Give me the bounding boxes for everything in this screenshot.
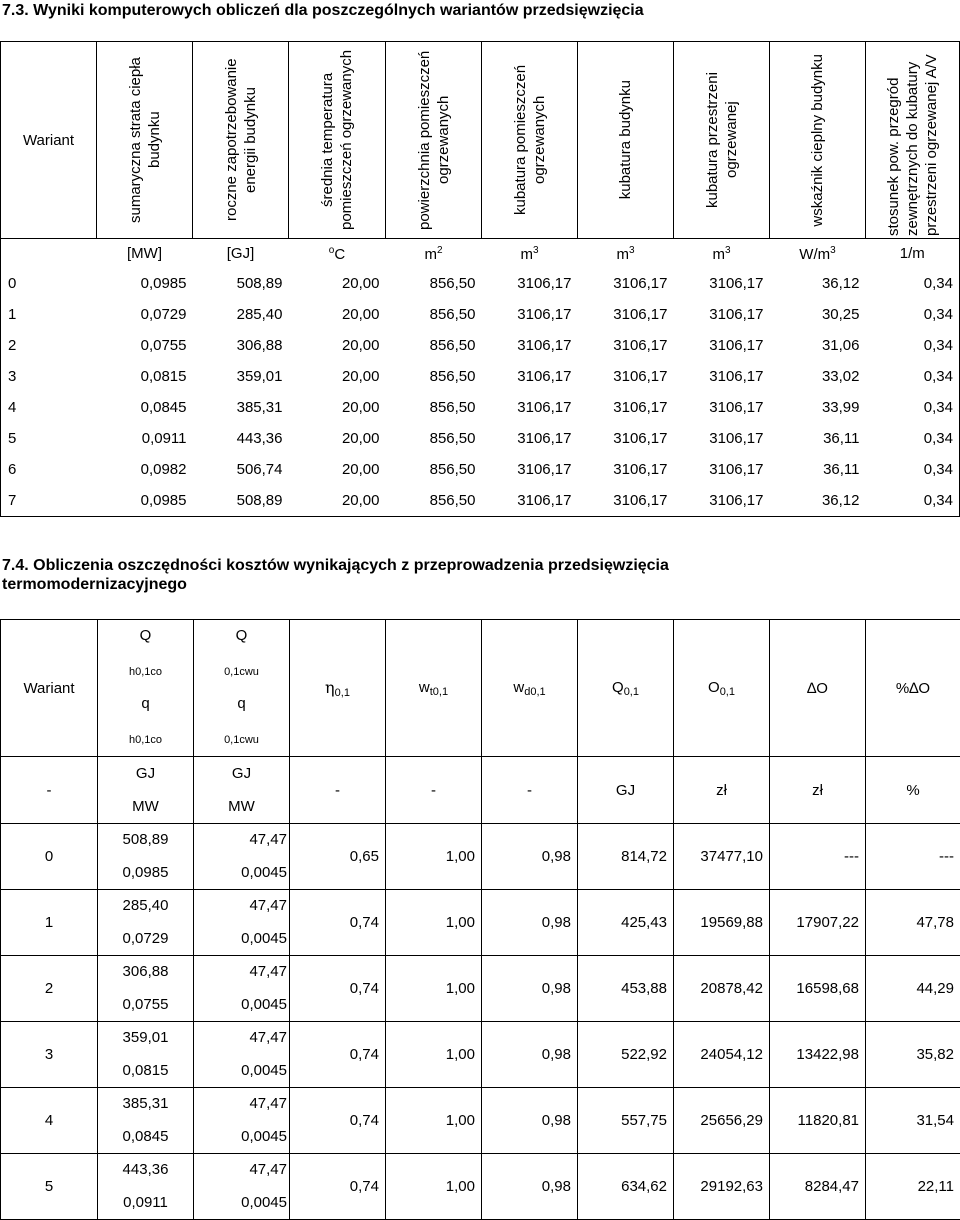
table-header-row [1, 42, 960, 239]
value-cell: 3106,17 [482, 361, 578, 392]
value-cell: 11820,81 [770, 1088, 866, 1154]
unit-w-per-m3: $W/m^3$ [770, 239, 866, 269]
table-row [1, 890, 960, 956]
value-cell: 3106,17 [482, 268, 578, 299]
value-cell: 17907,22 [770, 890, 866, 956]
variant-cell: 1 [1, 299, 97, 330]
value-cell: 0,0845 [97, 392, 193, 423]
unit-dash: - [386, 757, 482, 824]
variant-cell: 3 [1, 361, 97, 392]
value-cell: 8284,47 [770, 1154, 866, 1220]
table-row [1, 392, 960, 423]
value-cell: 3106,17 [674, 268, 770, 299]
table-row [1, 361, 960, 392]
heating-demand-cell: 306,88 0,0755 [98, 956, 194, 1022]
hot-water-demand-cell: 47,47 0,0045 [194, 824, 290, 890]
header-q-cwu: Q $_{0,1cwu}$ q $_{0,1cwu}$ [194, 620, 290, 757]
value-cell: 0,98 [482, 890, 578, 956]
value-cell: 29192,63 [674, 1154, 770, 1220]
variant-cell: 1 [1, 890, 98, 956]
value-cell: 3106,17 [578, 423, 674, 454]
table-row [1, 299, 960, 330]
value-cell: 0,34 [866, 268, 960, 299]
value-cell: 20,00 [289, 361, 386, 392]
value-cell: 20,00 [289, 423, 386, 454]
value-cell: 0,0815 [97, 361, 193, 392]
value-cell: 36,12 [770, 485, 866, 517]
value-cell: 3106,17 [482, 392, 578, 423]
value-cell: 36,12 [770, 268, 866, 299]
variant-cell: 4 [1, 1088, 98, 1154]
value-cell: 44,29 [866, 956, 960, 1022]
table-row [1, 1022, 960, 1088]
value-cell: 20,00 [289, 454, 386, 485]
value-cell: 0,34 [866, 330, 960, 361]
value-cell: 3106,17 [674, 392, 770, 423]
value-cell: 3106,17 [578, 485, 674, 517]
value-cell: 20,00 [289, 268, 386, 299]
value-cell: 506,74 [193, 454, 289, 485]
value-cell: 1,00 [386, 890, 482, 956]
value-cell: 3106,17 [482, 330, 578, 361]
table-row [1, 956, 960, 1022]
value-cell: 0,74 [290, 1088, 386, 1154]
heating-demand-cell: 285,40 0,0729 [98, 890, 194, 956]
value-cell: 33,99 [770, 392, 866, 423]
hot-water-demand-cell: 47,47 0,0045 [194, 1088, 290, 1154]
variant-cell: 7 [1, 485, 97, 517]
unit-m3: $m^3$ [674, 239, 770, 269]
value-cell: 0,0729 [97, 299, 193, 330]
value-cell: 557,75 [578, 1088, 674, 1154]
table-row [1, 330, 960, 361]
value-cell: 0,0985 [97, 485, 193, 517]
header-heat-index: wskaźnik cieplny budynku [770, 42, 866, 239]
value-cell: 3106,17 [674, 330, 770, 361]
value-cell: 508,89 [193, 485, 289, 517]
units-row [1, 757, 960, 824]
hot-water-demand-cell: 47,47 0,0045 [194, 1022, 290, 1088]
value-cell: 359,01 [193, 361, 289, 392]
value-cell: 0,74 [290, 1154, 386, 1220]
unit-zl: zł [674, 757, 770, 824]
value-cell: 385,31 [193, 392, 289, 423]
value-cell: 856,50 [386, 268, 482, 299]
value-cell: 0,65 [290, 824, 386, 890]
section-7-3-title: 7.3. Wyniki komputerowych obliczeń dla poszczególnych wariantów przedsięwzięcia [2, 1, 644, 20]
value-cell: 25656,29 [674, 1088, 770, 1154]
value-cell: 0,0911 [97, 423, 193, 454]
value-cell: 856,50 [386, 392, 482, 423]
variant-cell: 2 [1, 956, 98, 1022]
value-cell: 35,82 [866, 1022, 960, 1088]
value-cell: 425,43 [578, 890, 674, 956]
hot-water-demand-cell: 47,47 0,0045 [194, 1154, 290, 1220]
header-delta-o: ∆O [770, 620, 866, 757]
value-cell: 19569,88 [674, 890, 770, 956]
value-cell: 856,50 [386, 454, 482, 485]
table-row [1, 268, 960, 299]
value-cell: 0,98 [482, 1154, 578, 1220]
header-av-ratio: stosunek pow. przegród zewnętrznych do kubatury przestrzeni ogrzewanej A/V [866, 42, 960, 239]
value-cell: 1,00 [386, 956, 482, 1022]
heating-demand-cell: 443,36 0,0911 [98, 1154, 194, 1220]
value-cell: 30,25 [770, 299, 866, 330]
variant-cell: 3 [1, 1022, 98, 1088]
value-cell: 856,50 [386, 485, 482, 517]
variants-results-table [0, 41, 960, 517]
value-cell: 0,34 [866, 485, 960, 517]
header-q01: $Q_{0,1}$ [578, 620, 674, 757]
value-cell: 3106,17 [674, 454, 770, 485]
value-cell: 0,74 [290, 1022, 386, 1088]
value-cell: 3106,17 [578, 299, 674, 330]
value-cell: 3106,17 [674, 361, 770, 392]
value-cell: 3106,17 [674, 423, 770, 454]
table-row [1, 1088, 960, 1154]
value-cell: 856,50 [386, 299, 482, 330]
unit-gj-mw: GJ MW [194, 757, 290, 824]
unit-m3: $m^3$ [482, 239, 578, 269]
value-cell: 3106,17 [482, 485, 578, 517]
value-cell: 1,00 [386, 824, 482, 890]
hot-water-demand-cell: 47,47 0,0045 [194, 890, 290, 956]
header-heated-space-volume: kubatura przestrzeni ogrzewanej [674, 42, 770, 239]
header-w-d: $w_{d0,1}$ [482, 620, 578, 757]
unit-gj: GJ [578, 757, 674, 824]
value-cell: 3106,17 [578, 268, 674, 299]
value-cell: 856,50 [386, 423, 482, 454]
header-w-t: $w_{t0,1}$ [386, 620, 482, 757]
value-cell: 453,88 [578, 956, 674, 1022]
value-cell: 856,50 [386, 361, 482, 392]
value-cell: 31,54 [866, 1088, 960, 1154]
variant-cell: 0 [1, 824, 98, 890]
value-cell: 3106,17 [482, 423, 578, 454]
value-cell: 0,34 [866, 454, 960, 485]
value-cell: 20,00 [289, 299, 386, 330]
value-cell: 36,11 [770, 454, 866, 485]
value-cell: 285,40 [193, 299, 289, 330]
value-cell: 1,00 [386, 1022, 482, 1088]
unit-dash: - [482, 757, 578, 824]
value-cell: 0,0985 [97, 268, 193, 299]
value-cell: 3106,17 [578, 392, 674, 423]
value-cell: 1,00 [386, 1088, 482, 1154]
variant-cell: 5 [1, 1154, 98, 1220]
value-cell: 0,98 [482, 956, 578, 1022]
value-cell: 20878,42 [674, 956, 770, 1022]
value-cell: 3106,17 [674, 299, 770, 330]
value-cell: 16598,68 [770, 956, 866, 1022]
value-cell: --- [770, 824, 866, 890]
value-cell: 0,34 [866, 423, 960, 454]
unit-celsius: $^o$C [289, 239, 386, 269]
value-cell: 33,02 [770, 361, 866, 392]
value-cell: 0,98 [482, 824, 578, 890]
header-building-volume: kubatura budynku [578, 42, 674, 239]
value-cell: 856,50 [386, 330, 482, 361]
value-cell: 0,34 [866, 392, 960, 423]
value-cell: 0,74 [290, 956, 386, 1022]
unit-gj: [GJ] [193, 239, 289, 269]
header-heated-area: powierzchnia pomieszczeń ogrzewanych [386, 42, 482, 239]
value-cell: 0,34 [866, 361, 960, 392]
header-heat-loss: sumaryczna strata ciepła budynku [97, 42, 193, 239]
table-header-row [1, 620, 960, 757]
variant-cell: 0 [1, 268, 97, 299]
value-cell: 20,00 [289, 485, 386, 517]
value-cell: 0,0755 [97, 330, 193, 361]
value-cell: 443,36 [193, 423, 289, 454]
unit-gj-mw: GJ MW [98, 757, 194, 824]
table-row [1, 423, 960, 454]
value-cell: 3106,17 [578, 361, 674, 392]
header-eta: $\eta_{0,1}$ [290, 620, 386, 757]
value-cell: 37477,10 [674, 824, 770, 890]
heating-demand-cell: 385,31 0,0845 [98, 1088, 194, 1154]
value-cell: 306,88 [193, 330, 289, 361]
value-cell: 0,34 [866, 299, 960, 330]
table-row [1, 1154, 960, 1220]
value-cell: 31,06 [770, 330, 866, 361]
variant-cell: 2 [1, 330, 97, 361]
unit-dash: - [1, 757, 98, 824]
value-cell: 3106,17 [674, 485, 770, 517]
value-cell: 24054,12 [674, 1022, 770, 1088]
unit-zl: zł [770, 757, 866, 824]
header-pct-delta-o: %∆O [866, 620, 960, 757]
value-cell: 634,62 [578, 1154, 674, 1220]
value-cell: 20,00 [289, 330, 386, 361]
variant-cell: 4 [1, 392, 97, 423]
header-avg-temperature: średnia temperatura pomieszczeń ogrzewanych [289, 42, 386, 239]
value-cell: 0,98 [482, 1088, 578, 1154]
variant-cell: 5 [1, 423, 97, 454]
unit-m2: $m^2$ [386, 239, 482, 269]
value-cell: 508,89 [193, 268, 289, 299]
header-wariant: Wariant [1, 620, 98, 757]
value-cell: 3106,17 [482, 454, 578, 485]
variant-cell: 6 [1, 454, 97, 485]
header-wariant: Wariant [1, 42, 97, 239]
value-cell: --- [866, 824, 960, 890]
unit-m3: $m^3$ [578, 239, 674, 269]
value-cell: 0,74 [290, 890, 386, 956]
value-cell: 36,11 [770, 423, 866, 454]
value-cell: 13422,98 [770, 1022, 866, 1088]
cost-savings-table [0, 619, 960, 1220]
header-o01: $O_{0,1}$ [674, 620, 770, 757]
table-row [1, 485, 960, 517]
value-cell: 522,92 [578, 1022, 674, 1088]
unit-per-m: 1/m [866, 239, 960, 269]
value-cell: 3106,17 [578, 454, 674, 485]
unit-mw: [MW] [97, 239, 193, 269]
header-annual-energy: roczne zapotrzebowanie energii budynku [193, 42, 289, 239]
units-row [1, 239, 960, 269]
value-cell: 3106,17 [482, 299, 578, 330]
header-q-h: Q $_{h0,1co}$ q $_{h0,1co}$ [98, 620, 194, 757]
section-7-4-title: 7.4. Obliczenia oszczędności kosztów wynikających z przeprowadzenia przedsięwzięcia termomodernizacyjnego [2, 556, 669, 594]
heating-demand-cell: 508,89 0,0985 [98, 824, 194, 890]
value-cell: 22,11 [866, 1154, 960, 1220]
value-cell: 0,98 [482, 1022, 578, 1088]
hot-water-demand-cell: 47,47 0,0045 [194, 956, 290, 1022]
table-row [1, 824, 960, 890]
value-cell: 1,00 [386, 1154, 482, 1220]
heating-demand-cell: 359,01 0,0815 [98, 1022, 194, 1088]
table-row [1, 454, 960, 485]
value-cell: 47,78 [866, 890, 960, 956]
value-cell: 0,0982 [97, 454, 193, 485]
unit-percent: % [866, 757, 960, 824]
unit-dash: - [290, 757, 386, 824]
header-heated-rooms-volume: kubatura pomieszczeń ogrzewanych [482, 42, 578, 239]
value-cell: 20,00 [289, 392, 386, 423]
value-cell: 814,72 [578, 824, 674, 890]
value-cell: 3106,17 [578, 330, 674, 361]
